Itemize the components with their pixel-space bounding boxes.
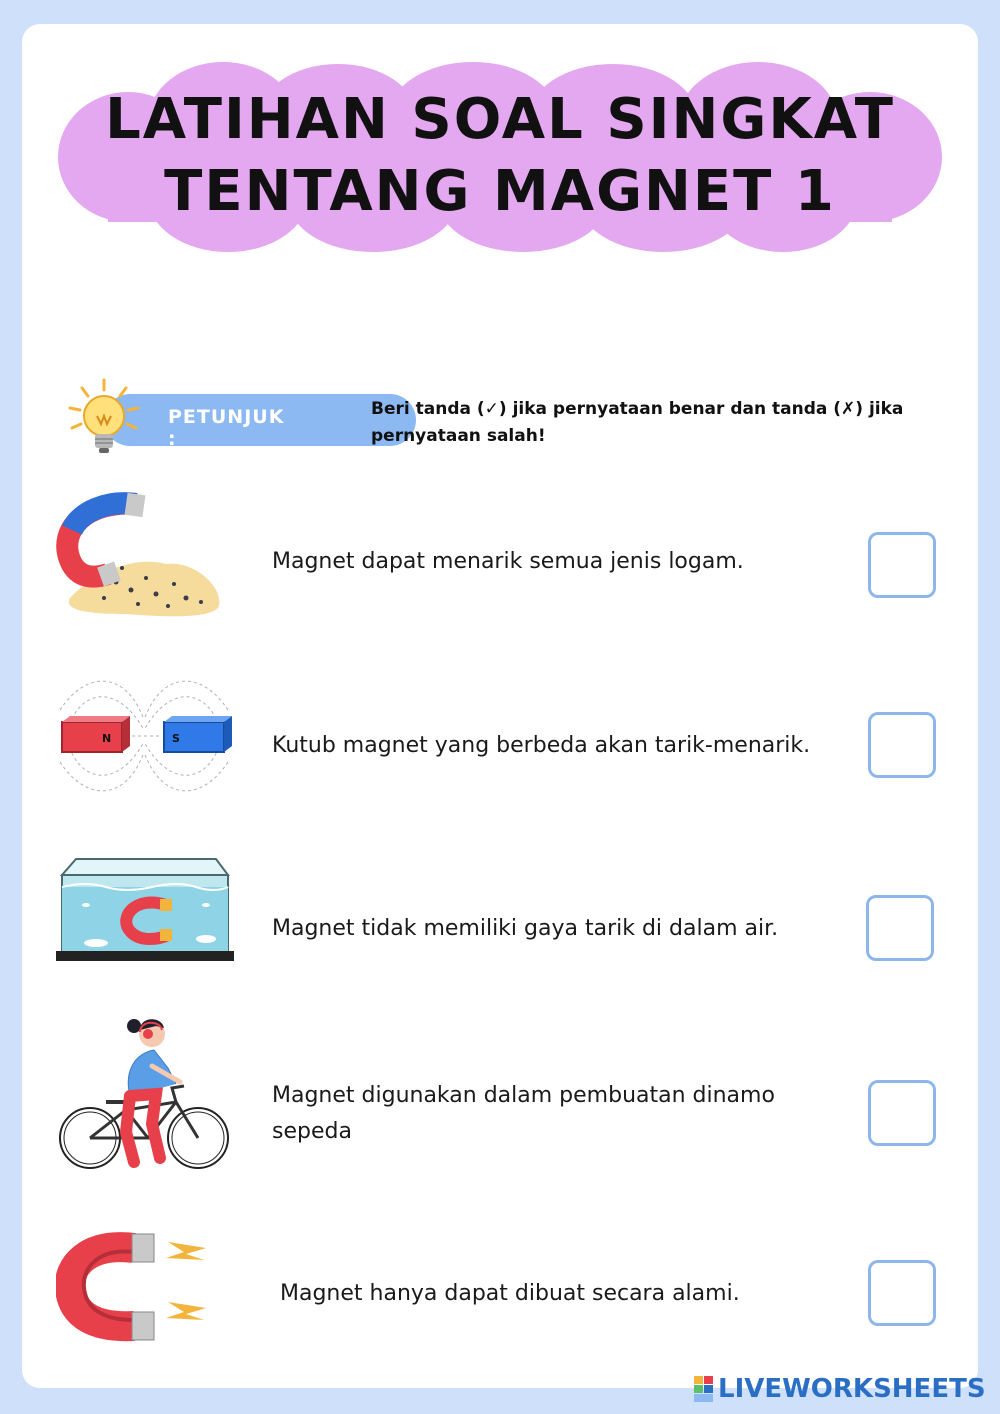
title-line-1: LATIHAN SOAL SINGKAT	[105, 87, 895, 152]
svg-text:N: N	[102, 732, 112, 745]
magnet-in-aquarium-icon	[56, 855, 234, 967]
page-title	[58, 84, 942, 228]
question-text-2: Kutub magnet yang berbeda akan tarik-menarik.	[272, 733, 811, 758]
title-line-2: TENTANG MAGNET 1	[164, 159, 836, 224]
question-text-4: Magnet digunakan dalam pembuatan dinamo sepeda	[272, 1083, 775, 1144]
liveworksheets-wordmark: LIVEWORKSHEETS	[718, 1374, 986, 1404]
question-text-5: Magnet hanya dapat dibuat secara alami.	[280, 1281, 740, 1306]
answer-box-2[interactable]	[868, 712, 936, 778]
answer-box-5[interactable]	[868, 1260, 936, 1326]
question-text-3: Magnet tidak memiliki gaya tarik di dalam air.	[272, 916, 779, 941]
answer-box-1[interactable]	[868, 532, 936, 598]
answer-box-3[interactable]	[866, 895, 934, 961]
bar-magnets-field-lines-icon	[56, 670, 232, 802]
question-text-1: Magnet dapat menarik semua jenis logam.	[272, 549, 744, 574]
svg-text:S: S	[172, 732, 180, 745]
liveworksheets-logo-icon	[694, 1376, 714, 1402]
answer-box-4[interactable]	[868, 1080, 936, 1146]
liveworksheets-logo	[694, 1372, 986, 1406]
instruction-label: PETUNJUK :	[168, 406, 285, 450]
horseshoe-magnet-lightning-icon	[56, 1228, 212, 1348]
horseshoe-magnet-iron-filings-icon	[56, 490, 226, 620]
girl-riding-bicycle-icon	[56, 1012, 234, 1176]
lightbulb-icon	[64, 376, 144, 460]
instruction-text: Beri tanda (✓) jika pernyataan benar dan tanda (✗) jika pernyataan salah!	[371, 399, 904, 446]
